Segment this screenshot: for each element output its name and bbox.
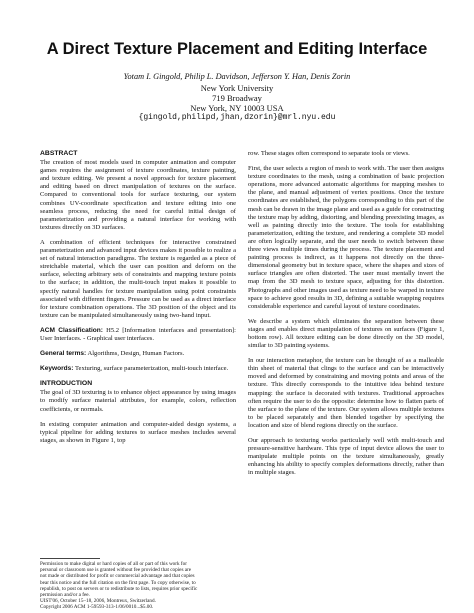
body-paragraph: In our interaction metaphor, the texture can be thought of as a malleable thin sheet of material that clings to the surface and can be interactively moved and deformed by constraining and moving points and areas of the texture. This directly corresponds to the intuitive idea behind texture mapping: the surface is decorated with textures. Traditional approaches often require the user to do the opposite: determine how to flatten parts of the surface to the plane of the texture. Our system allows multiple textures to be placed separately and then blended together by specifying the location and size of blend regions directly on the surface. (248, 357, 444, 429)
author-list: Yotam I. Gingold, Philip L. Davidson, Jefferson Y. Han, Denis Zorin (123, 72, 351, 81)
abstract-heading: ABSTRACT (40, 150, 78, 157)
footnote-line: UIST'06, October 15–18, 2006, Montreux, Switzerland. (40, 598, 156, 605)
abstract-paragraph: A combination of efficient techniques for interactive constrained parameterization and advanced input devices makes it possible to realize a set of natural interaction paradigms. The texture is regarded as a piece of stretchable material, which the user can position and deform on the surface, selecting arbitrary sets of constraints and mapping texture points to the surface; in addition, the multi-touch input makes it possible to specify natural handles for texture manipulation using point constraints associated with different fingers. Pressure can be used as a direct interface for texture combination operations. The 3D position of the object and its texture can be manipulated simultaneously using two-hand input. (40, 238, 236, 319)
left-column (40, 150, 236, 452)
acm-label: ACM Classification: (40, 326, 103, 334)
body-paragraph: First, the user selects a region of mesh to work with. The user then assigns texture coordinates to the mesh, using a combination of basic projection operations, more advanced automatic algorithms for mapping meshes to the plane, and manual adjustment of vertex positions. Once the texture coordinates are established, the polygons corresponding to this part of the mesh can be drawn in the image plane and used as a guide for constructing the texture map by adding, distorting, and blending preexisting images, as well as painting directly into the texture. The tools for establishing parameterization, editing the texture, and rendering a complete 3D model are often logically separate, and the user needs to switch between these three views multiple times during the process. The texture placement and painting process is indirect, as it happens not directly on the three-dimensional geometry but in texture space, where the shapes and sizes of surface triangles are often distorted. The user must mentally invert the map from the 3D mesh to texture space, adjusting for this distortion. Photographs and other images used as texture need to be warped in texture space to achieve good results in 3D, defining a suitable wrapping requires considerable experience and careful layout of texture coordinates. (248, 165, 444, 310)
footnote-line: personal or classroom use is granted without fee provided that copies are (40, 567, 192, 574)
email-address: {gingold,philipd,jhan,dzorin}@mrl.nyu.edu (138, 113, 336, 122)
permission-footnote (40, 558, 236, 611)
acm-text: H5.2 [Information interfaces and presentation]: User Interfaces. - Graphical user interfaces. (40, 326, 236, 342)
intro-paragraph: In existing computer animation and computer-aided design systems, a typical pipeline for adding textures to surface meshes includes several stages, as shown in Figure 1, top (40, 420, 236, 444)
abstract-paragraph: The creation of most models used in computer animation and computer games requires the assignment of texture coordinates, texture painting, and texture editing. We present a novel approach for texture placement and editing based on direct manipulation of textures on the surface. Compared to conventional tools for surface texturing, our system combines UV-coordinate specification and texture editing into one seamless process, reducing the need for careful initial design of parameterization and providing a natural interface for working with textures directly on 3D surfaces. (40, 159, 236, 231)
introduction-heading: INTRODUCTION (40, 380, 93, 388)
footnote-rule (40, 558, 100, 559)
footnote-line: Copyright 2006 ACM 1-59593-313-1/06/0010...$5.00. (40, 604, 154, 611)
body-paragraph: Our approach to texturing works particularly well with multi-touch and pressure-sensitive hardware. This type of input device allows the user to manipulate multiple points on the texture simultaneously, greatly enhancing his ability to specify complex deformations directly, rather than in multiple stages. (248, 437, 444, 477)
keywords (40, 365, 236, 373)
footnote-line: Permission to make digital or hard copies of all or part of this work for (40, 561, 187, 567)
footnote-line: not made or distributed for profit or commercial advantage and that copies (40, 573, 195, 580)
affiliation-block (0, 83, 474, 123)
terms-label: General terms: (40, 350, 87, 358)
footnote-line: republish, to post on servers or to redistribute to lists, requires prior specific (40, 585, 198, 592)
affiliation-line: 719 Broadway (212, 93, 262, 103)
general-terms (40, 350, 236, 358)
keywords-text: Texturing, surface parameterization, multi-touch interface. (75, 365, 229, 373)
acm-classification (40, 327, 236, 343)
intro-paragraph: The goal of 3D texturing is to enhance object appearance by using images to modify surface material attributes, for example, colors, reflection coefficients, or normals. (40, 389, 236, 413)
body-paragraph: We describe a system which eliminates the separation between these stages and enables direct manipulation of textures on surfaces (Figure 1, bottom row). All texture editing can be done directly on the 3D model, similar to 3D painting systems. (248, 317, 444, 350)
footnote-line: bear this notice and the full citation on the first page. To copy otherwise, to (40, 579, 196, 586)
affiliation-line: New York University (200, 83, 274, 93)
affiliation-line: New York, NY 10003 USA (190, 103, 284, 113)
footnote-line: permission and/or a fee. (40, 592, 90, 599)
body-paragraph: row. These stages often correspond to separate tools or views. (248, 150, 410, 157)
keywords-label: Keywords: (40, 365, 74, 373)
right-column (248, 150, 444, 484)
terms-text: Algorithms, Design, Human Factors. (87, 350, 185, 358)
paper-title: A Direct Texture Placement and Editing Interface (46, 40, 428, 58)
